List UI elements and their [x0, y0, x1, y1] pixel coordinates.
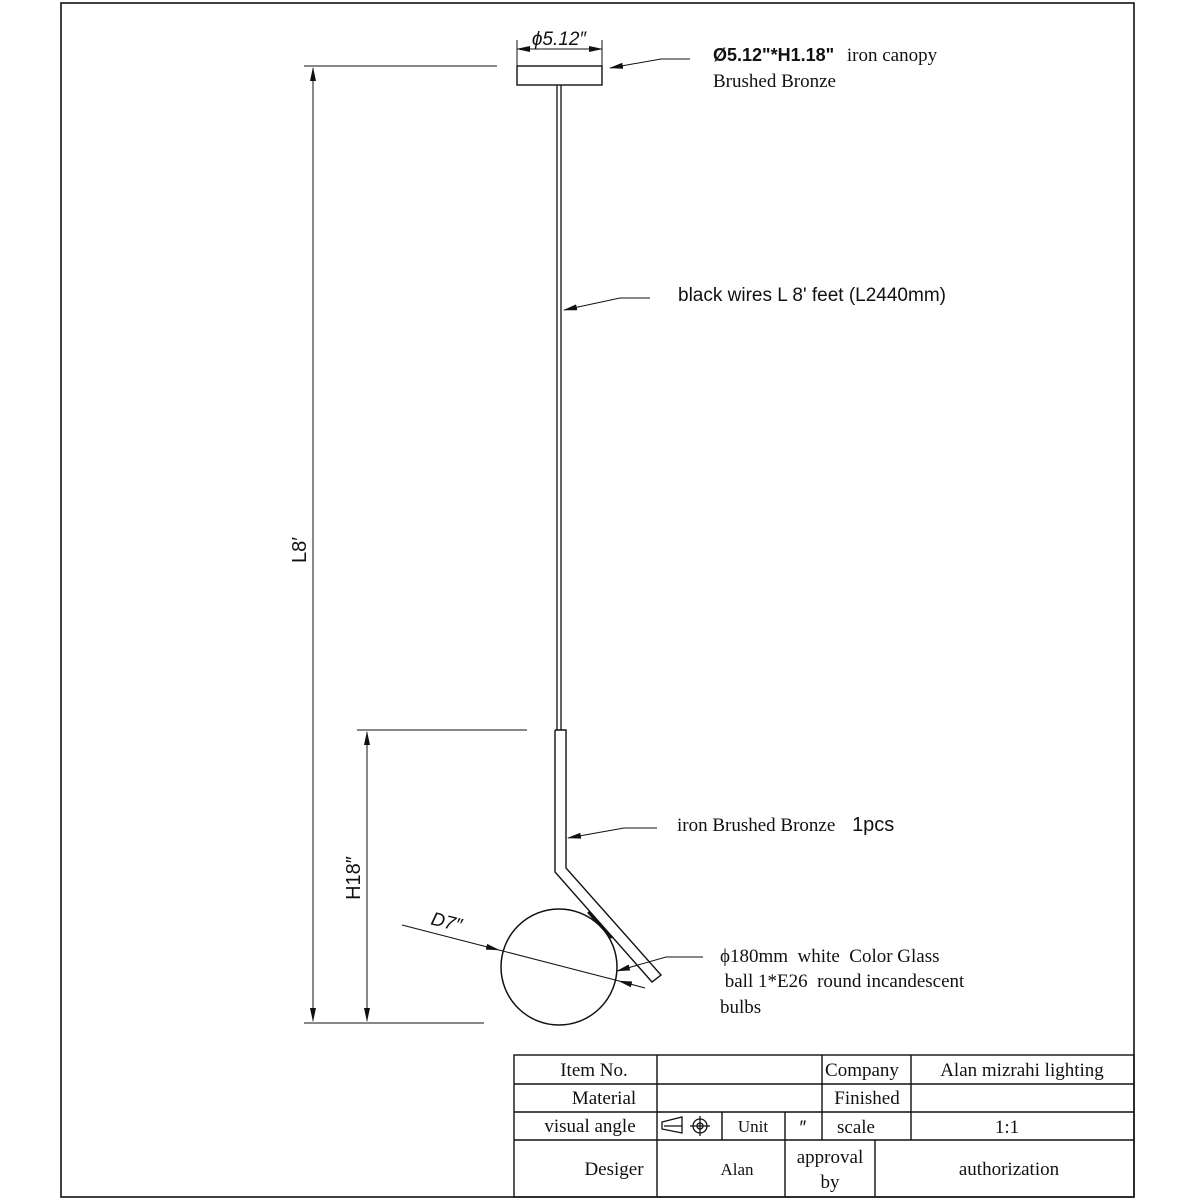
- glass-callout-line2: ball 1*E26 round incandescent: [720, 971, 965, 992]
- wire: [557, 85, 561, 730]
- scale-label: scale: [837, 1117, 875, 1138]
- ball-diameter-label: D7″: [428, 908, 464, 937]
- height-dimension-label: H18″: [343, 856, 365, 900]
- designer-value: Alan: [720, 1160, 754, 1179]
- approval-label-line2: by: [820, 1172, 840, 1193]
- projection-symbol-icon: [662, 1116, 710, 1136]
- unit-value: ″: [798, 1118, 806, 1139]
- item-no-label: Item No.: [560, 1060, 628, 1081]
- rod-material-text: iron Brushed Bronze: [677, 815, 836, 836]
- rod-callout: [677, 814, 894, 836]
- visual-angle-label: visual angle: [544, 1116, 636, 1137]
- canopy-diameter-dimension: ϕ5.12″: [531, 29, 587, 50]
- rod: [555, 730, 661, 982]
- sheet-border: [61, 3, 1134, 1197]
- designer-label: Desiger: [584, 1159, 644, 1180]
- wire-callout: black wires L 8' feet (L2440mm): [678, 285, 946, 306]
- glass-leader: [617, 957, 703, 971]
- approval-label-line1: approval: [796, 1147, 864, 1168]
- canopy-finish-text: Brushed Bronze: [713, 71, 836, 92]
- canopy-size-text: Ø5.12"*H1.18": [713, 45, 835, 65]
- canopy-material-text: iron canopy: [846, 45, 938, 66]
- length-dimension-label: L8′: [289, 537, 311, 563]
- rod-qty-text: 1pcs: [852, 814, 895, 836]
- finished-label: Finished: [834, 1088, 900, 1109]
- company-value: Alan mizrahi lighting: [940, 1060, 1104, 1081]
- wire-leader: [564, 298, 650, 310]
- authorization-label: authorization: [958, 1159, 1060, 1180]
- canopy-leader: [610, 59, 690, 68]
- scale-value: 1:1: [994, 1117, 1020, 1138]
- glass-callout-line1: ϕ180mm white Color Glass: [720, 946, 940, 967]
- unit-label: Unit: [737, 1117, 769, 1136]
- rod-leader: [568, 828, 657, 838]
- material-label: Material: [571, 1088, 637, 1109]
- glass-callout-line3: bulbs: [720, 997, 762, 1018]
- canopy-callout: [713, 45, 938, 66]
- length-dimension: [304, 66, 497, 1023]
- company-label: Company: [825, 1060, 899, 1081]
